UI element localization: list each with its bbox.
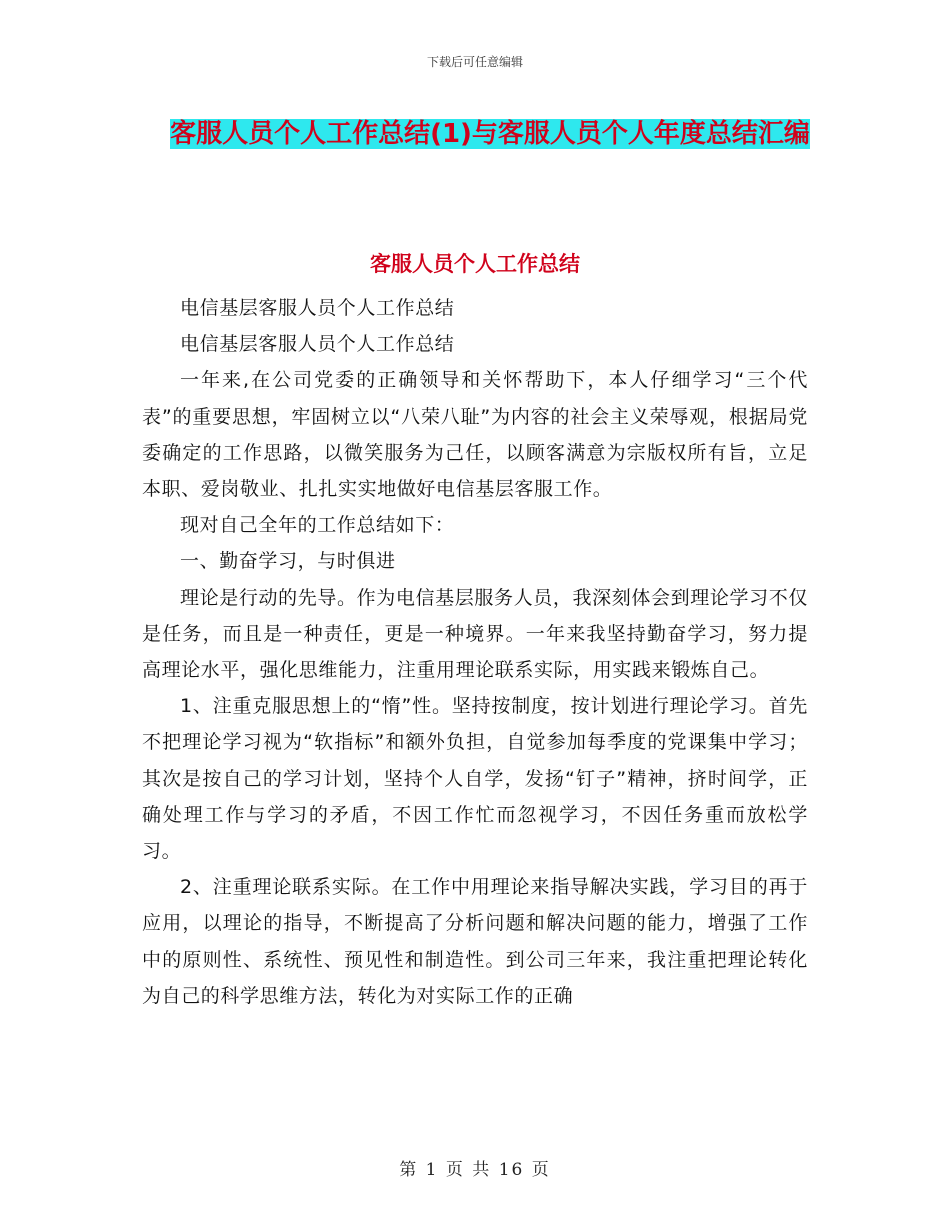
document-body <box>142 290 808 1014</box>
body-paragraph: 电信基层客服人员个人工作总结 <box>180 333 455 356</box>
body-paragraph: 2、注重理论联系实际。在工作中用理论来指导解决实践，学习目的再于应用，以理论的指导，不断提高了分析问题和解决问题的能力，增强了工作中的原则性、系统性、预见性和制造性。到公司三年来，我注重把理论转化为自己的科学思维方法，转化为对实际工作的正确 <box>142 876 808 1007</box>
document-title <box>140 110 840 158</box>
body-paragraph: 理论是行动的先导。作为电信基层服务人员，我深刻体会到理论学习不仅是任务，而且是一种责任，更是一种境界。一年来我坚持勤奋学习，努力提高理论水平，强化思维能力，注重用理论联系实际，用实践来锻炼自己。 <box>142 586 808 682</box>
document-title-text: 客服人员个人工作总结(1)与客服人员个人年度总结汇编 <box>170 119 810 149</box>
body-paragraph: 电信基层客服人员个人工作总结 <box>180 297 455 319</box>
body-paragraph: 1、注重克服思想上的“惰”性。坚持按制度，按计划进行理论学习。首先不把理论学习视为“软指标”和额外负担，自觉参加每季度的党课集中学习；其次是按自己的学习计划，坚持个人自学，发扬“钉子”精神，挤时间学，正确处理工作与学习的矛盾，不因工作忙而忽视学习，不因任务重而放松学习。 <box>142 695 808 863</box>
body-paragraph: 一、勤奋学习，与时俱进 <box>180 550 396 573</box>
body-paragraph: 现对自己全年的工作总结如下： <box>180 514 455 537</box>
section-title: 客服人员个人工作总结 <box>370 252 580 276</box>
page-header-note: 下载后可任意编辑 <box>426 55 523 69</box>
body-paragraph: 一年来,在公司党委的正确领导和关怀帮助下，本人仔细学习“三个代表”的重要思想，牢固树立以“八荣八耻”为内容的社会主义荣辱观，根据局党委确定的工作思路，以微笑服务为己任，以顾客满意为宗版权所有旨，立足本职、爱岗敬业、扎扎实实地做好电信基层客服工作。 <box>142 369 808 501</box>
page-footer: 第 1 页 共 16 页 <box>399 1160 551 1180</box>
